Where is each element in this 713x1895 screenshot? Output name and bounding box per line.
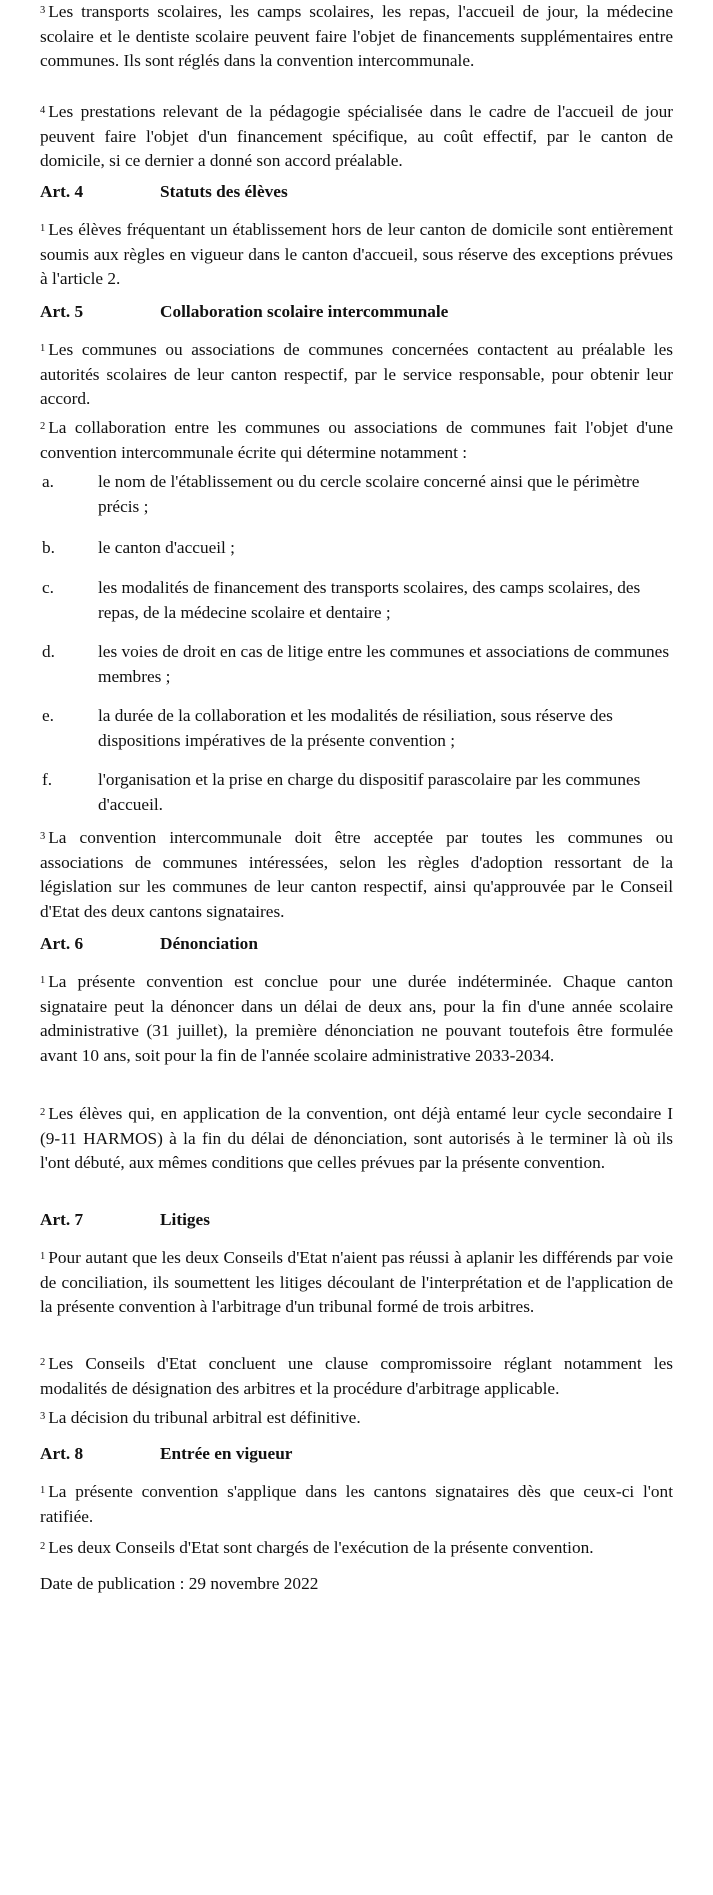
- paragraph: [40, 1102, 673, 1176]
- list-item-text: l'organisation et la prise en charge du dispositif parascolaire par les communes d'accueil.: [98, 770, 641, 814]
- paragraph: [40, 826, 673, 924]
- paragraph-text: La présente convention s'applique dans les cantons signataires dès que ceux-ci l'ont ratifiée.: [40, 1482, 673, 1526]
- list-item-text: les voies de droit en cas de litige entre les communes et associations de communes membres ;: [98, 642, 670, 686]
- paragraph-text: Les communes ou associations de communes concernées contactent au préalable les autorités scolaires de leur canton respectif, par le service responsable, pour obtenir leur accord.: [40, 340, 673, 408]
- paragraph: [40, 1536, 673, 1561]
- paragraph-number: 1: [40, 975, 46, 986]
- article-heading: [40, 1208, 673, 1233]
- list-item-letter: a.: [42, 472, 54, 491]
- publication-date: [40, 1572, 673, 1597]
- paragraph-number: 3: [40, 831, 46, 842]
- list-item-text: le canton d'accueil ;: [98, 538, 235, 557]
- paragraph: [40, 416, 673, 465]
- paragraph: [40, 970, 673, 1068]
- article-heading: [40, 932, 673, 957]
- paragraph-text: Les transports scolaires, les camps scolaires, les repas, l'accueil de jour, la médecine scolaire et le dentiste scolaire peuvent faire l'objet de financements supplémentaires entre communes. Ils sont réglés dans la convention intercommunale.: [40, 2, 673, 70]
- paragraph: [40, 218, 673, 292]
- list-item: [40, 704, 673, 753]
- paragraph-number: 2: [40, 421, 46, 432]
- paragraph-number: 1: [40, 1485, 46, 1496]
- article-number: Art. 7: [40, 1210, 84, 1229]
- paragraph: [40, 1480, 673, 1529]
- paragraph-number: 2: [40, 1541, 46, 1552]
- publication-date-text: Date de publication : 29 novembre 2022: [40, 1574, 319, 1593]
- paragraph: [40, 1406, 673, 1431]
- paragraph-number: 3: [40, 5, 46, 16]
- paragraph-number: 2: [40, 1107, 46, 1118]
- article-title: Statuts des élèves: [160, 182, 288, 201]
- list-item-text: la durée de la collaboration et les modalités de résiliation, sous réserve des dispositions impératives de la présente convention ;: [98, 706, 613, 750]
- list-item-letter: c.: [42, 578, 54, 597]
- article-heading: [40, 180, 673, 205]
- paragraph: [40, 338, 673, 412]
- paragraph: [40, 100, 673, 174]
- paragraph-text: La présente convention est conclue pour une durée indéterminée. Chaque canton signataire peut la dénoncer dans un délai de deux ans, pour la fin d'une année scolaire administrative (31 juillet), la première dénonciation ne pouvant toutefois être formulée avant 10 ans, soit pour la fin de l'année scolaire administrative 2033-2034.: [40, 972, 673, 1065]
- paragraph-number: 1: [40, 223, 46, 234]
- paragraph-number: 1: [40, 343, 46, 354]
- article-number: Art. 5: [40, 302, 84, 321]
- list-item-letter: d.: [42, 642, 55, 661]
- list-item-letter: f.: [42, 770, 53, 789]
- article-number: Art. 8: [40, 1444, 84, 1463]
- list-item: [40, 768, 673, 817]
- paragraph-text: Pour autant que les deux Conseils d'Etat n'aient pas réussi à aplanir les différends par voie de conciliation, ils soumettent les litiges découlant de l'interprétation et de l'application de la présente convention à l'arbitrage d'un tribunal formé de trois arbitres.: [40, 1248, 673, 1316]
- paragraph-text: Les Conseils d'Etat concluent une clause compromissoire réglant notamment les modalités de désignation des arbitres et la procédure d'arbitrage applicable.: [40, 1354, 673, 1398]
- paragraph-text: Les élèves fréquentant un établissement hors de leur canton de domicile sont entièrement soumis aux règles en vigueur dans le canton d'accueil, sous réserve des exceptions prévues à l'article 2.: [40, 220, 673, 288]
- list-item-text: le nom de l'établissement ou du cercle scolaire concerné ainsi que le périmètre précis ;: [98, 472, 640, 516]
- article-title: Collaboration scolaire intercommunale: [160, 302, 449, 321]
- article-title: Litiges: [160, 1210, 210, 1229]
- article-title: Entrée en vigueur: [160, 1444, 293, 1463]
- article-heading: [40, 300, 673, 325]
- article-number: Art. 6: [40, 934, 84, 953]
- paragraph: [40, 1352, 673, 1401]
- list-item: [40, 576, 673, 625]
- paragraph-text: La décision du tribunal arbitral est définitive.: [48, 1408, 361, 1427]
- paragraph-number: 3: [40, 1411, 46, 1422]
- paragraph-text: Les élèves qui, en application de la convention, ont déjà entamé leur cycle secondaire I (9-11 HARMOS) à la fin du délai de dénonciation, sont autorisés à le terminer là où ils l'ont débuté, aux mêmes conditions que celles prévues par la présente convention.: [40, 1104, 673, 1172]
- article-title: Dénonciation: [160, 934, 258, 953]
- list-item: [40, 536, 673, 561]
- list-item: [40, 470, 673, 519]
- article-number: Art. 4: [40, 182, 84, 201]
- list-item: [40, 640, 673, 689]
- paragraph: [40, 1246, 673, 1320]
- paragraph-number: 4: [40, 105, 46, 116]
- paragraph-text: Les prestations relevant de la pédagogie spécialisée dans le cadre de l'accueil de jour peuvent faire l'objet d'un financement spécifique, au coût effectif, par le canton de domicile, si ce dernier a donné son accord préalable.: [40, 102, 673, 170]
- list-item-letter: b.: [42, 538, 55, 557]
- paragraph-text: La convention intercommunale doit être acceptée par toutes les communes ou associations de communes intéressées, selon les règles d'adoption ressortant de la législation sur les communes de leur canton respectif, ainsi qu'approuvée par le Conseil d'Etat des deux cantons signataires.: [40, 828, 673, 921]
- article-heading: [40, 1442, 673, 1467]
- paragraph-text: Les deux Conseils d'Etat sont chargés de l'exécution de la présente convention.: [48, 1538, 594, 1557]
- list-item-letter: e.: [42, 706, 54, 725]
- paragraph-number: 1: [40, 1251, 46, 1262]
- paragraph-number: 2: [40, 1357, 46, 1368]
- list-item-text: les modalités de financement des transports scolaires, des camps scolaires, des repas, de la médecine scolaire et dentaire ;: [98, 578, 641, 622]
- paragraph: [40, 0, 673, 74]
- paragraph-text: La collaboration entre les communes ou associations de communes fait l'objet d'une convention intercommunale écrite qui détermine notamment :: [40, 418, 673, 462]
